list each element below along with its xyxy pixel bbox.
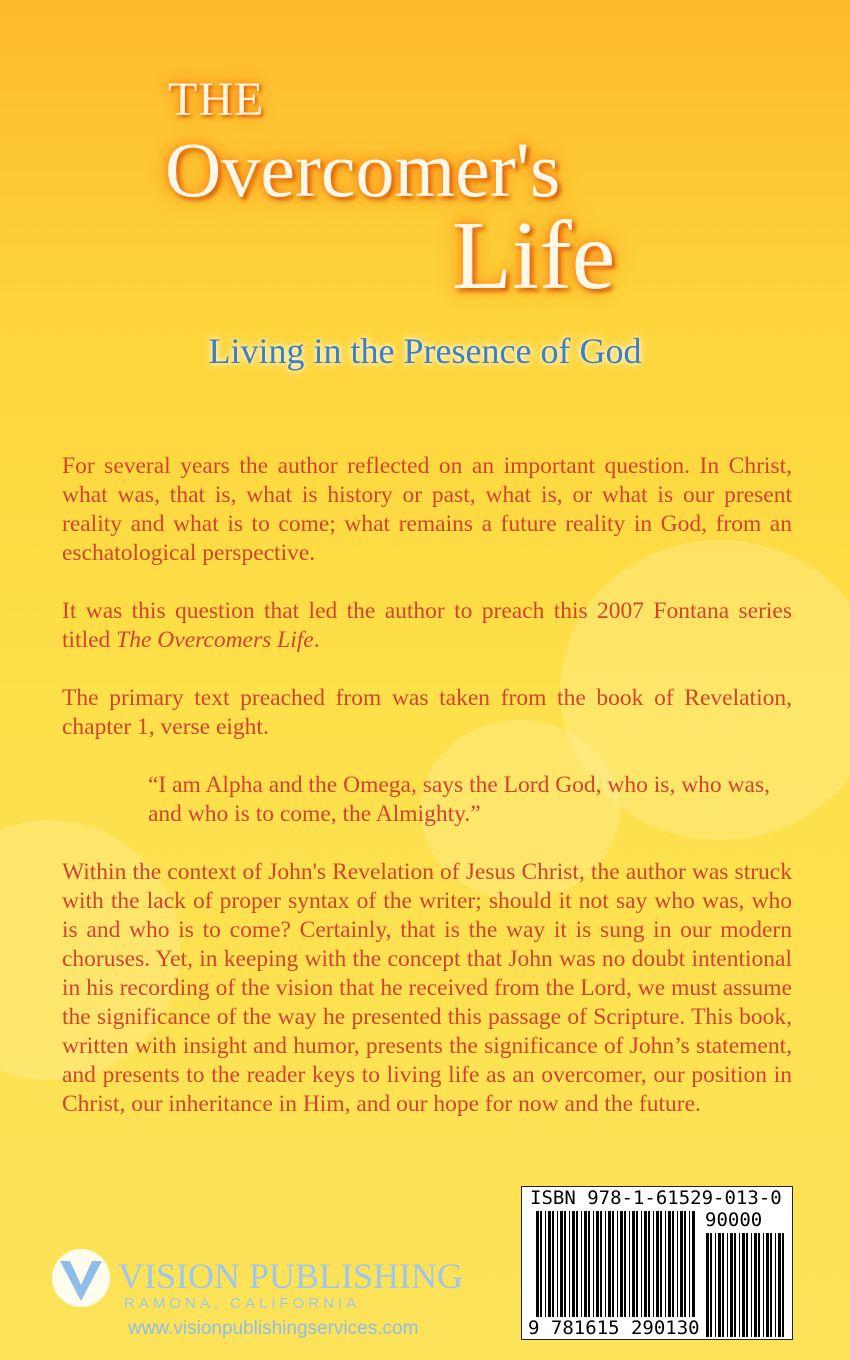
barcode-bar xyxy=(665,1211,666,1323)
barcode-digits: 9 781615 290130 xyxy=(528,1317,700,1339)
barcode-bar xyxy=(629,1211,630,1323)
back-cover-blurb xyxy=(62,452,792,1148)
barcode-bar xyxy=(668,1211,671,1323)
barcode-bar xyxy=(576,1211,578,1323)
barcode-bar xyxy=(536,1211,539,1323)
barcode-bar xyxy=(593,1211,594,1323)
barcode-bar xyxy=(560,1211,563,1323)
barcode-bar xyxy=(692,1211,695,1323)
barcode-bar xyxy=(680,1211,683,1323)
barcode-bar xyxy=(588,1211,590,1323)
title-life: Life xyxy=(452,202,616,310)
barcode-bar xyxy=(684,1211,686,1323)
barcode-bar xyxy=(739,1233,740,1337)
barcode-bar xyxy=(644,1211,647,1323)
barcode-bar xyxy=(605,1211,606,1323)
barcode-bar xyxy=(706,1233,709,1337)
barcode-bar xyxy=(569,1211,570,1323)
barcode-bar xyxy=(564,1211,566,1323)
barcode-bar xyxy=(557,1211,558,1323)
barcode-bar xyxy=(641,1211,642,1323)
barcode-bar xyxy=(584,1211,587,1323)
barcode-bar xyxy=(710,1233,712,1337)
barcode-bar xyxy=(751,1233,752,1337)
isbn-number: ISBN 978-1-61529-013-0 xyxy=(530,1187,782,1209)
barcode-bar xyxy=(624,1211,626,1323)
publisher-name: VISION PUBLISHING xyxy=(118,1256,464,1296)
paragraph-2-text: It was this question that led the author to preach this 2007 Fontana series titled xyxy=(62,598,792,653)
barcode-bar xyxy=(718,1233,721,1337)
title-the: THE xyxy=(168,73,265,126)
barcode-bar xyxy=(608,1211,611,1323)
paragraph-2 xyxy=(62,597,792,655)
publisher-logo-icon xyxy=(50,1247,112,1309)
barcode-bar xyxy=(540,1211,542,1323)
barcode-bar xyxy=(581,1211,582,1323)
title-overcomers: Overcomer's xyxy=(165,126,561,213)
barcode-bar xyxy=(770,1233,772,1337)
paragraph-3: The primary text preached from was taken from the book of Revelation, chapter 1, verse eight. xyxy=(62,685,792,740)
price-code: 90000 xyxy=(705,1209,763,1231)
barcode-bar xyxy=(600,1211,602,1323)
barcode-bar xyxy=(548,1211,551,1323)
paragraph-2-end: . xyxy=(313,627,320,653)
barcode-bar xyxy=(656,1211,659,1323)
barcode-bar xyxy=(612,1211,614,1323)
series-title: The Overcomers Life xyxy=(116,627,314,653)
barcode-bar xyxy=(653,1211,654,1323)
barcode-bar xyxy=(632,1211,635,1323)
barcode-bar xyxy=(552,1211,554,1323)
barcode-bar xyxy=(746,1233,748,1337)
barcode-bar xyxy=(775,1233,776,1337)
scripture-quote: “I am Alpha and the Omega, says the Lord God, who is, who was, and who is to come, the Almighty.” xyxy=(148,772,770,827)
paragraph-1: For several years the author reflected on an important question. In Christ, what was, that is, what is history or past, what is, or what is our present reality and what is to come; what remains a future reality in God, from an eschatological perspective. xyxy=(62,453,792,566)
publisher-location: RAMONA, CALIFORNIA xyxy=(124,1295,361,1312)
barcode-bar xyxy=(596,1211,599,1323)
isbn-barcode xyxy=(521,1186,793,1340)
barcode-bar xyxy=(763,1233,764,1337)
barcode-bar xyxy=(778,1233,781,1337)
barcode-bar xyxy=(677,1211,678,1323)
barcode-bar xyxy=(660,1211,662,1323)
barcode-bar xyxy=(782,1233,784,1337)
barcode-bar xyxy=(689,1211,690,1323)
barcode-bar xyxy=(722,1233,724,1337)
barcode-bar xyxy=(734,1233,736,1337)
barcode-bar xyxy=(617,1211,618,1323)
barcode-bar xyxy=(545,1211,546,1323)
barcode-bar xyxy=(727,1233,728,1337)
barcode-bar xyxy=(672,1211,674,1323)
barcode-bar xyxy=(754,1233,757,1337)
barcode-bar xyxy=(636,1211,638,1323)
barcode-bar xyxy=(620,1211,623,1323)
barcode-bar xyxy=(572,1211,575,1323)
barcode-bar xyxy=(730,1233,733,1337)
barcode-bar xyxy=(766,1233,769,1337)
publisher-url: www.visionpublishingservices.com xyxy=(128,1318,419,1339)
barcode-bar xyxy=(758,1233,760,1337)
barcode-bar xyxy=(648,1211,650,1323)
barcode-bar xyxy=(715,1233,716,1337)
paragraph-4: Within the context of John's Revelation of Jesus Christ, the author was struck with the lack of proper syntax of the writer; should it not say who was, who is and who is to come? Certainly, that is the way it is sung in our modern choruses. Yet, in keeping with the concept that John was no doubt intentional in his recording of the vision that he received from the Lord, we must assume the significance of the way he presented this passage of Scripture. This book, written with insight and humor, presents the significance of John’s statement, and presents to the reader keys to living life as an overcomer, our position in Christ, our inheritance in Him, and our hope for now and the future. xyxy=(62,859,792,1117)
barcode-bar xyxy=(742,1233,745,1337)
book-subtitle: Living in the Presence of God xyxy=(208,331,642,371)
